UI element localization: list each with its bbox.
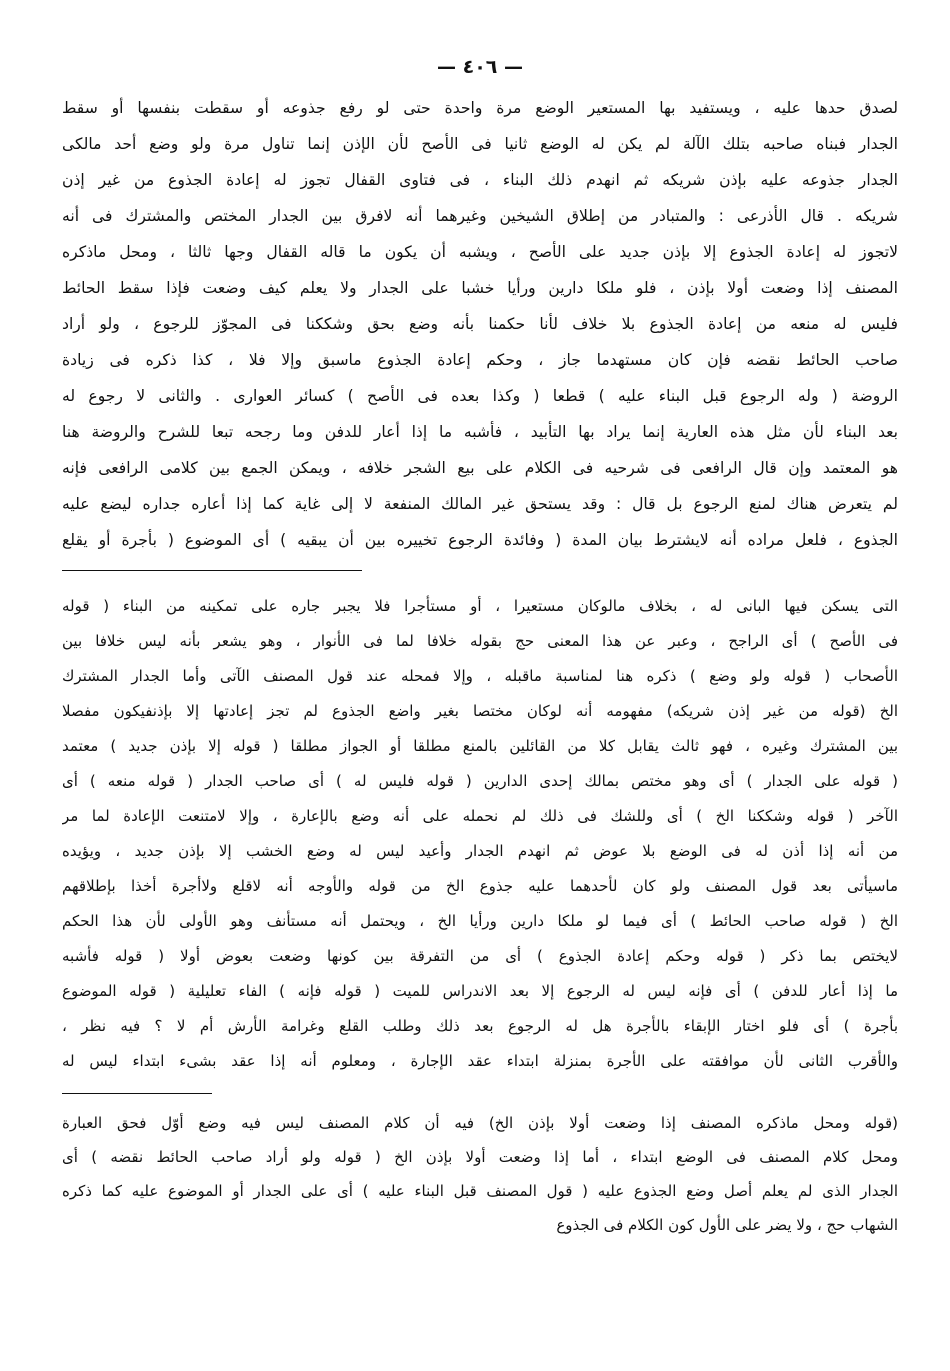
main-line: لاتجوز له إعادة الجذوع إلا بإذن جديد على الأصح ، ويشبه أن يكون ما قاله القفال وجها ثالثا ، ومحل ماذكره [62, 243, 898, 261]
commentary-line: فى الأصح ) أى الراجح ، وعبر عن هذا المعنى حج بقوله خلافا لما فى الأنوار ، وهو يشعر بأنه ليس خلافا بين [62, 632, 898, 650]
footnote-line: الشهاب حج ، ولا يضر على الأول كون الكلام فى الجذوع [556, 1216, 898, 1234]
footnote-text [62, 1106, 898, 1242]
main-line: المصنف إذا وضعت أولا بإذن ، فلو ملكا دارين ورأيا خشبا على الجدار ولا يعلم كيف وضعت فإذا سقط الحائط [62, 279, 898, 297]
commentary-line: بين المشترك وغيره ، فهو ثالث يقابل كلا من القائلين بالمنع مطلقا أو الجواز مطلقا ( قوله إلا بإذن جديد ) معتمد [62, 737, 898, 755]
footnote-line: الجدار الذى لم يعلم أصل وضع الجذوع عليه ( قول المصنف قبل البناء عليه ) أى على الجدار أو الموضوع عليه كما ذكره [62, 1182, 898, 1200]
footnote-line: ومحل كلام المصنف فى الوضع ابتداء ، أما إذا وضعت أولا بإذن الخ ( قوله ولو أراد صاحب الحائط نقضه ) أى [62, 1148, 898, 1166]
commentary-line: الآخر ( قوله وشككنا الخ ) أى وللشك فى ذلك لم نحمله على أنه وضع بالإعارة ، وإلا لامتنعت الإعادة لما مر [62, 807, 898, 825]
main-line: هو المعتمد وإن قال الرافعى فى شرحيه فى الكلام على بيع الشجر خلافه ، ويمكن الجمع بين كلامى الرافعى فإنه [62, 459, 898, 477]
commentary-line: ما إذا أعار للدفن ) أى فإنه ليس له الرجوع إلا بعد الاندراس للميت ( قوله فإنه ) الفاء تعليلية ( قوله الموضوع [62, 982, 898, 1000]
main-line: الجذوع ، فلعل مراده أنه لايشترط بيان المدة ( وفائدة الرجوع تخييره بين أن يبقيه ) أى الموضوع ( بأجرة أو يقلع [62, 531, 898, 549]
main-line: لم يتعرض هناك لمنع الرجوع بل قال : وقد يستحق غير المالك المنفعة لا إلى غاية كما إذا أعاره جداره ليضع عليه [62, 495, 898, 513]
main-line: شريكه . قال الأذرعى : والمتبادر من إطلاق الشيخين وغيرهما أنه لافرق بين الجدار المختص والمشترك فى أنه [62, 207, 898, 225]
main-line: الجدار فبناه صاحبه بتلك الآلة لم يكن له الوضع ثانيا فى الأصح لأن الإذن إنما تناول مرة ولو وضع أحد مالكى [62, 135, 898, 153]
footnote-divider [62, 1093, 212, 1094]
main-text [62, 90, 898, 558]
commentary-line: الخ ( قوله صاحب الحائط ) أى فيما لو ملكا دارين ورأيا الخ ، ويحتمل أنه مستأنف وهو الأولى لأن هذا الحكم [62, 912, 898, 930]
page-number: — ٤٠٦ — [436, 56, 524, 78]
commentary-line: من أنه إذا أذن له فى الوضع بلا عوض ثم انهدم الجدار وأعيد ليس له وضع الخشب إلا بإذن جديد ، ويؤيده [62, 842, 898, 860]
footnote-line: (قوله ومحل ماذكره المصنف إذا وضعت أولا بإذن الخ) فيه أن كلام المصنف ليس فيه وضع أوّل فحق العبارة [62, 1114, 898, 1132]
main-line: صاحب الحائط نقضه فإن كان مستهدما جاز ، وحكم إعادة الجذوع ماسبق وإلا فلا ، كذا ذكره فى زيادة [62, 351, 898, 369]
main-line: بعد البناء لأن مثل هذه العارية إنما يراد بها التأبيد ، فأشبه ما إذا أعار للدفن وما رجحه تبعا للشرح والروضة هنا [62, 423, 898, 441]
main-line: فليس له منعه من إعادة الجذوع بلا خلاف لأنا حكمنا بأنه وضع بحق وشككنا فى المجوّز للرجوع ، ولو أراد [62, 315, 898, 333]
section-divider [62, 570, 362, 571]
commentary-line: ماسيأتى بعد قول المصنف ولو كان لأحدهما عليه جذوع الخ من قوله والأوجه أنه لاقلع ولاأجرة أخذا بإطلاقهم [62, 877, 898, 895]
commentary-line: الأصحاب ( قوله ولو وضع ) ذكره هنا لمناسبة ماقبله ، وإلا فمحله عند قول المصنف الآتى وأما الجدار المشترك [62, 667, 898, 685]
commentary-line: لايختص بما ذكر ( قوله وحكم إعادة الجذوع ) أى من التفرقة بين كونها وضعت بعوض أولا ( قوله فأشبه [62, 947, 898, 965]
commentary-text [62, 589, 898, 1079]
book-page [62, 50, 898, 1350]
commentary-line: الخ (قوله من غير إذن شريكه) مفهومه أنه لوكان مختصا بغير واضع الجذوع لم تجز إعادتها إلا بإذنفيكون مفصلا [62, 702, 898, 720]
commentary-line: التى يسكن فيها البانى له ، بخلاف مالوكان مستعيرا ، أو مستأجرا فلا يجبر جاره على تمكينه من البناء ( قوله [62, 597, 898, 615]
commentary-line: ( قوله على الجدار ) أى وهو مختص بمالك إحدى الدارين ( قوله فليس له ) أى صاحب الجدار ( قوله منعه ) أى [62, 772, 898, 790]
main-line: لصدق حدها عليه ، ويستفيد بها المستعير الوضع مرة واحدة حتى لو رفع جذوعه أو سقطت بنفسها أو سقط [62, 99, 898, 117]
commentary-line: والأقرب الثانى لأن موافقته على الأجرة بمنزلة ابتداء عقد الإجارة ، ومعلوم أنه إذا عقد بشىء ابتداء ليس له [62, 1052, 898, 1070]
main-line: الجدار جذوعه عليه بإذن شريكه ثم انهدم ذلك البناء ، فى فتاوى القفال تجوز له إعادة الجذوع من غير إذن [62, 171, 898, 189]
commentary-line: بأجرة ) أى فلو اختار الإبقاء بالأجرة هل له الرجوع بعد ذلك وطلب القلع وغرامة الأرش أم لا ؟ فيه نظر ، [62, 1017, 898, 1035]
main-line: الروضة ( وله الرجوع قبل البناء عليه ) قطعا ( وكذا بعده فى الأصح ) كسائر العوارى . والثانى لا رجوع له [62, 387, 898, 405]
